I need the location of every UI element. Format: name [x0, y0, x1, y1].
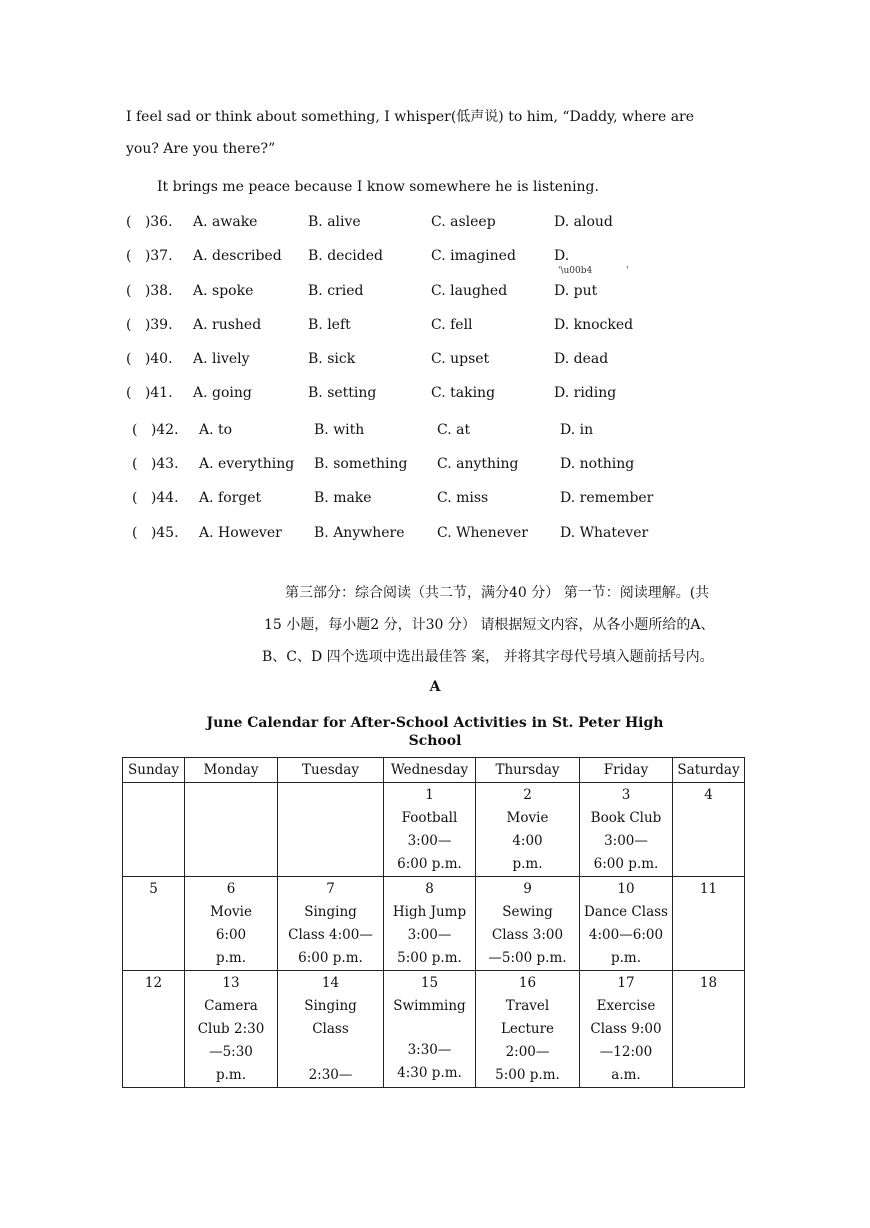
- activity-line: 3:00—: [407, 927, 452, 943]
- question-number: ( )37.: [126, 248, 173, 264]
- activity-line: p.m.: [215, 950, 247, 966]
- option-a: A. spoke: [193, 283, 254, 299]
- activity-line: Class 4:00—: [288, 927, 373, 943]
- day-cell: [476, 971, 580, 1088]
- option-b: B. left: [308, 317, 351, 333]
- option-b: B. Anywhere: [314, 525, 405, 541]
- question-row: [0, 248, 870, 268]
- activity-line: Football: [401, 810, 458, 826]
- day-number: 10: [617, 881, 635, 897]
- day-cell: [384, 877, 476, 971]
- section3-line-3: B、C、D 四个选项中选出最佳答 案， 并将其字母代号填入题前括号内。: [262, 649, 714, 665]
- option-c: C. at: [437, 422, 471, 438]
- option-a: A. to: [199, 422, 233, 438]
- activity-line: Swimming: [393, 998, 466, 1014]
- question-number: ( )40.: [126, 351, 173, 367]
- question-row: [0, 317, 870, 337]
- activity-line: p.m.: [610, 950, 642, 966]
- activity-line: High Jump: [392, 904, 467, 920]
- option-d: D. aloud: [554, 214, 613, 230]
- question-number: ( )45.: [132, 525, 179, 541]
- activity-line: [384, 1018, 475, 1039]
- option-c: C. imagined: [431, 248, 516, 264]
- header-cell: Thursday: [476, 758, 580, 783]
- activity-line: Book Club: [590, 810, 662, 826]
- activity-line: 4:30 p.m.: [397, 1065, 462, 1081]
- activity-line: Camera: [204, 998, 258, 1014]
- option-c: C. miss: [437, 490, 489, 506]
- option-b: B. with: [314, 422, 365, 438]
- section3-instructions: [262, 577, 752, 673]
- calendar-week-row: [123, 783, 745, 877]
- passage-line-1: I feel sad or think about something, I whisper(低声说) to him, “Daddy, where are: [126, 109, 695, 125]
- activity-line: 2:00—: [505, 1044, 550, 1060]
- day-cell: [384, 971, 476, 1088]
- calendar-title: [0, 714, 870, 750]
- option-d: D. in: [560, 422, 594, 438]
- print-artifact: '\u00b4: [558, 266, 593, 276]
- day-number: 12: [144, 975, 163, 991]
- option-d: D. riding: [554, 385, 617, 401]
- activity-line: 6:00 p.m.: [593, 856, 659, 872]
- question-row: [0, 422, 870, 442]
- activity-line: Club 2:30: [197, 1021, 265, 1037]
- day-cell: [673, 971, 745, 1088]
- activity-line: 4:00: [512, 833, 543, 849]
- calendar-title-line-1: June Calendar for After-School Activities in St. Peter High: [206, 715, 664, 731]
- question-number: ( )38.: [126, 283, 173, 299]
- day-cell: [185, 971, 278, 1088]
- day-cell: [476, 783, 580, 877]
- option-b: B. decided: [308, 248, 383, 264]
- question-row: [0, 385, 870, 405]
- header-cell: Wednesday: [384, 758, 476, 783]
- day-number: 6: [226, 881, 236, 897]
- activity-line: Singing: [304, 998, 357, 1014]
- question-row: [0, 283, 870, 303]
- day-cell: [476, 877, 580, 971]
- activity-line: Lecture: [500, 1021, 555, 1037]
- option-c: C. fell: [431, 317, 473, 333]
- calendar-table: [122, 757, 745, 1088]
- day-number: 5: [149, 881, 158, 897]
- header-cell: Tuesday: [278, 758, 384, 783]
- activity-line: 5:00 p.m.: [495, 1067, 560, 1083]
- activity-line: Movie: [506, 810, 549, 826]
- option-a: A. awake: [193, 214, 258, 230]
- question-number: ( )44.: [132, 490, 179, 506]
- activity-line: Class 9:00: [590, 1021, 662, 1037]
- activity-line: Travel: [505, 998, 550, 1014]
- option-d: D.: [554, 248, 570, 264]
- option-d: D. nothing: [560, 456, 635, 472]
- day-cell: [580, 783, 673, 877]
- question-number: ( )42.: [132, 422, 179, 438]
- activity-line: 6:00 p.m.: [298, 950, 363, 966]
- activity-line: Class: [312, 1021, 349, 1037]
- option-a: A. going: [193, 385, 252, 401]
- day-number: 16: [518, 975, 537, 991]
- question-row: [0, 214, 870, 234]
- day-cell: [278, 971, 384, 1088]
- calendar-week-row: [123, 971, 745, 1088]
- option-d: D. knocked: [554, 317, 634, 333]
- option-a: A. everything: [199, 456, 295, 472]
- day-number: 7: [326, 881, 335, 897]
- option-c: C. Whenever: [437, 525, 528, 541]
- day-number: 15: [420, 975, 439, 991]
- passage-letter: A: [429, 679, 441, 695]
- option-d: D. put: [554, 283, 598, 299]
- question-number: ( )43.: [132, 456, 179, 472]
- activity-line: —12:00: [599, 1044, 653, 1060]
- day-number: 4: [704, 787, 713, 803]
- calendar-title-line-2: School: [408, 733, 462, 749]
- option-c: C. asleep: [431, 214, 496, 230]
- option-d: D. remember: [560, 490, 654, 506]
- activity-line: Class 3:00: [491, 927, 564, 943]
- day-number: 8: [425, 881, 434, 897]
- activity-line: —5:30: [209, 1044, 253, 1060]
- option-c: C. laughed: [431, 283, 508, 299]
- day-cell: [185, 877, 278, 971]
- header-cell: Saturday: [673, 758, 745, 783]
- option-a: A. forget: [199, 490, 262, 506]
- print-artifact: ': [626, 266, 629, 276]
- option-c: C. anything: [437, 456, 519, 472]
- passage-line-3: It brings me peace because I know somewhere he is listening.: [157, 179, 599, 195]
- option-b: B. make: [314, 490, 372, 506]
- day-number: 2: [523, 787, 532, 803]
- option-a: A. rushed: [193, 317, 262, 333]
- day-cell: [384, 783, 476, 877]
- question-number: ( )39.: [126, 317, 173, 333]
- option-c: C. upset: [431, 351, 490, 367]
- header-cell: Friday: [580, 758, 673, 783]
- activity-line: Singing: [304, 904, 357, 920]
- activity-line: Dance Class: [584, 904, 668, 920]
- option-c: C. taking: [431, 385, 496, 401]
- question-row: [0, 456, 870, 476]
- option-d: D. Whatever: [560, 525, 649, 541]
- passage-line-2: you? Are you there?”: [126, 141, 276, 157]
- calendar-week-row: [123, 877, 745, 971]
- option-b: B. cried: [308, 283, 364, 299]
- activity-line: 3:00—: [407, 833, 452, 849]
- day-cell: [278, 877, 384, 971]
- section3-line-2: 15 小题，每小题2 分，计30 分） 请根据短文内容，从各小题所给的A、: [264, 617, 715, 633]
- activity-line: 3:00—: [604, 833, 648, 849]
- activity-line: 6:00: [215, 927, 247, 943]
- day-cell: [123, 783, 185, 877]
- activity-line: 2:30—: [308, 1067, 353, 1083]
- option-a: A. lively: [193, 351, 250, 367]
- activity-line: p.m.: [512, 856, 543, 872]
- activity-line: 4:00—6:00: [588, 927, 664, 943]
- activity-line: 5:00 p.m.: [397, 950, 462, 966]
- day-cell: [580, 877, 673, 971]
- day-cell: [278, 783, 384, 877]
- question-row: [0, 525, 870, 545]
- question-number: ( )36.: [126, 214, 173, 230]
- header-cell: Sunday: [123, 758, 185, 783]
- option-b: B. alive: [308, 214, 361, 230]
- day-number: 13: [222, 975, 240, 991]
- section3-line-1: 第三部分：综合阅读（共二节，满分40 分） 第一节：阅读理解。(共: [285, 585, 710, 601]
- option-b: B. setting: [308, 385, 377, 401]
- day-number: 1: [425, 787, 434, 803]
- activity-line: Sewing: [502, 904, 553, 920]
- day-number: 14: [321, 975, 340, 991]
- activity-line: [278, 1041, 383, 1064]
- day-number: 17: [617, 975, 635, 991]
- day-cell: [123, 971, 185, 1088]
- activity-line: 3:30—: [407, 1042, 452, 1058]
- activity-line: Exercise: [596, 998, 656, 1014]
- day-number: 18: [699, 975, 718, 991]
- header-cell: Monday: [185, 758, 278, 783]
- question-row: [0, 490, 870, 510]
- option-a: A. However: [199, 525, 282, 541]
- activity-line: 6:00 p.m.: [397, 856, 462, 872]
- option-b: B. sick: [308, 351, 356, 367]
- day-cell: [673, 877, 745, 971]
- activity-line: p.m.: [215, 1067, 247, 1083]
- question-number: ( )41.: [126, 385, 173, 401]
- activity-line: —5:00 p.m.: [488, 950, 567, 966]
- calendar-header-row: [123, 758, 745, 783]
- activity-line: a.m.: [611, 1067, 641, 1083]
- day-number: 3: [621, 787, 631, 803]
- day-cell: [185, 783, 278, 877]
- day-number: 11: [699, 881, 718, 897]
- option-d: D. dead: [554, 351, 609, 367]
- day-cell: [123, 877, 185, 971]
- day-cell: [673, 783, 745, 877]
- day-cell: [580, 971, 673, 1088]
- day-number: 9: [523, 881, 532, 897]
- option-b: B. something: [314, 456, 408, 472]
- activity-line: Movie: [210, 904, 252, 920]
- option-a: A. described: [193, 248, 282, 264]
- question-row: [0, 351, 870, 371]
